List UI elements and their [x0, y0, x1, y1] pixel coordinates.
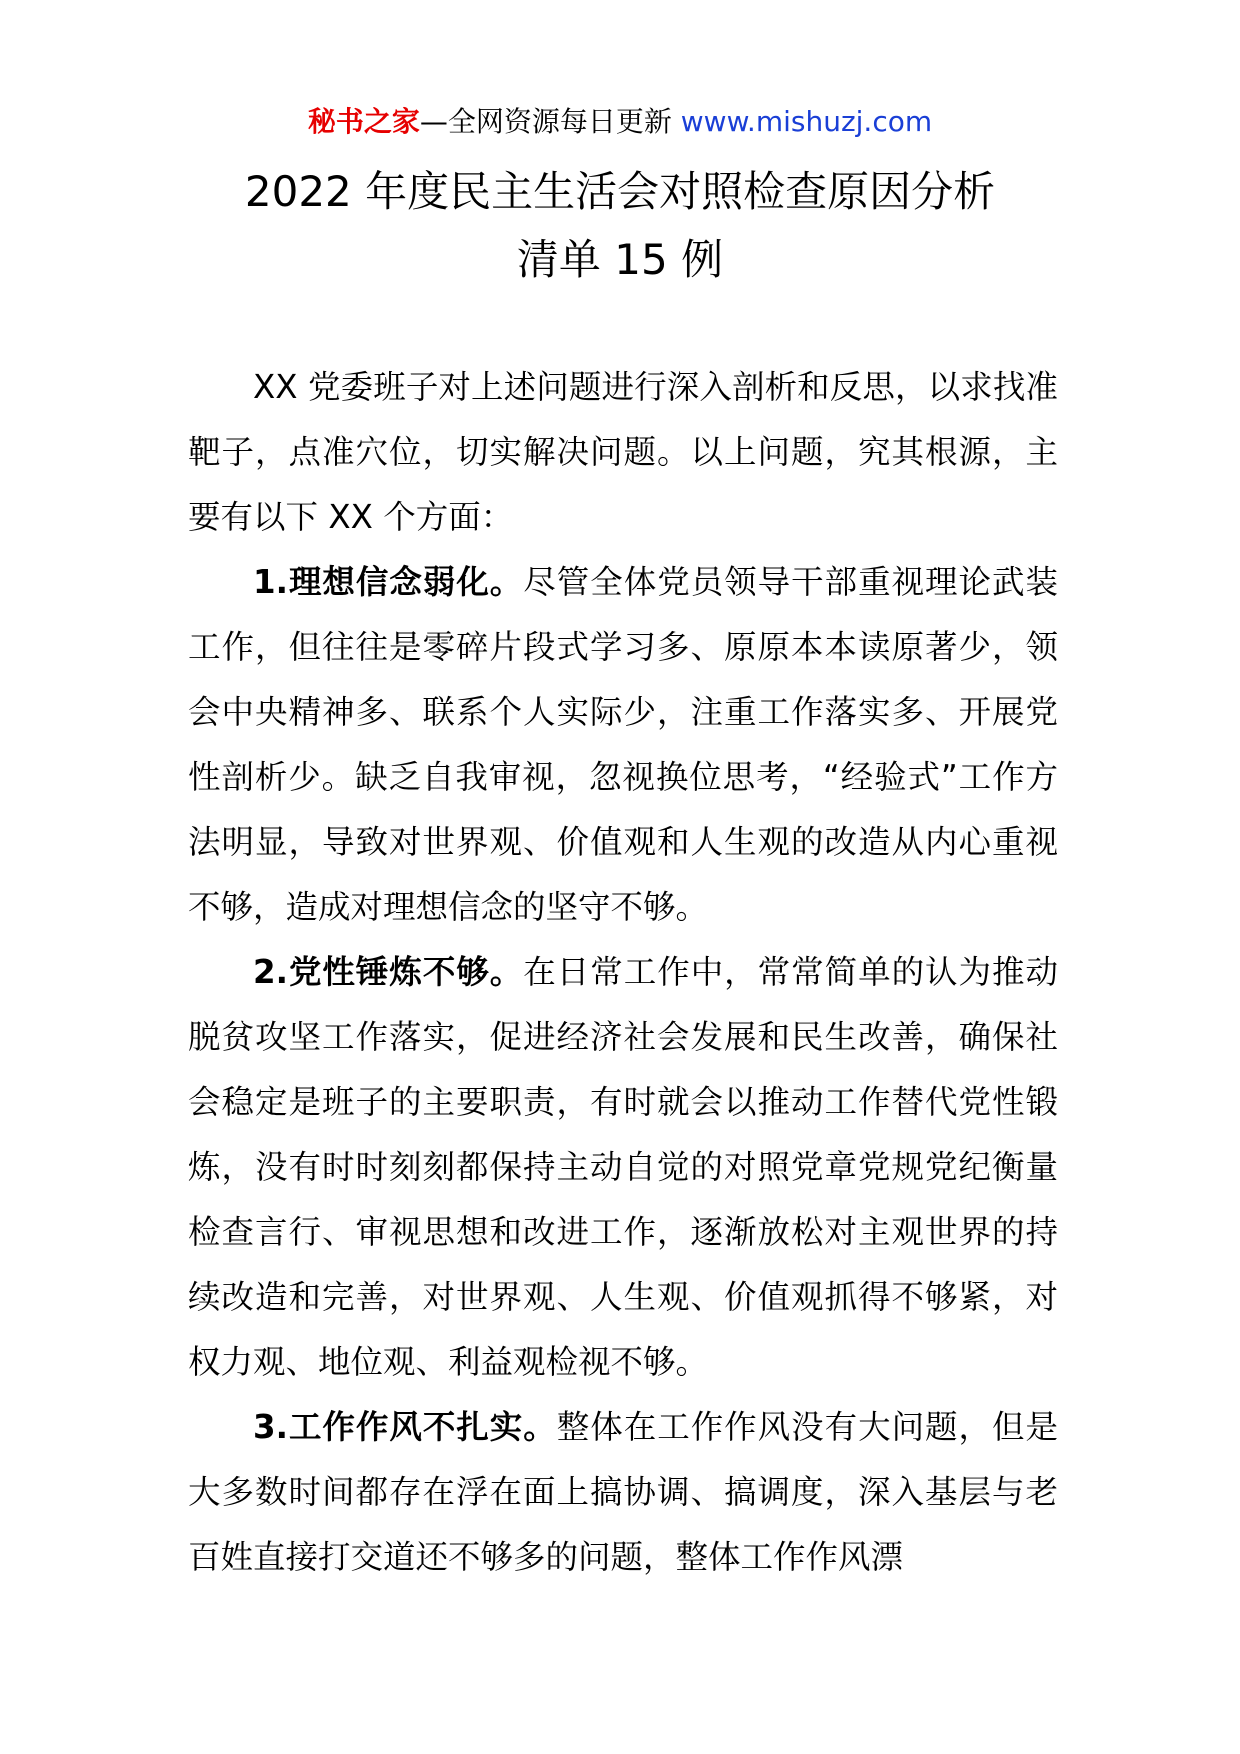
- paragraph-1-text: 尽管全体党员领导干部重视理论武装工作，但往往是零碎片段式学习多、原原本本读原著少，领会中央精神多、联系个人实际少，注重工作落实多、开展党性剖析少。缺乏自我审视，忽视换位思考，“经验式”工作方法明显，导致对世界观、价值观和人生观的改造从内心重视不够，造成对理想信念的坚守不够。: [188, 563, 1058, 926]
- paragraph-1: [188, 550, 1058, 940]
- site-banner: [0, 100, 1240, 144]
- page-title-line-1: 2022 年度民主生活会对照检查原因分析: [244, 167, 996, 216]
- paragraph-1-heading: 1.理想信念弱化。: [253, 563, 524, 601]
- paragraph-3-heading: 3.工作作风不扎实。: [253, 1408, 557, 1446]
- paragraph-2: [188, 940, 1058, 1395]
- brand-name: 秘书之家: [307, 105, 420, 138]
- site-url-link[interactable]: www.mishuzj.com: [680, 105, 933, 138]
- paragraph-2-heading: 2.党性锤炼不够。: [253, 953, 524, 991]
- intro-paragraph: XX 党委班子对上述问题进行深入剖析和反思，以求找准靶子，点准穴位，切实解决问题。以上问题，究其根源，主要有以下 XX 个方面：: [188, 368, 1058, 536]
- document-body: [188, 355, 1058, 1590]
- paragraph-3: [188, 1395, 1058, 1590]
- paragraph-3-text: 整体在工作作风没有大问题，但是大多数时间都存在浮在面上搞协调、搞调度，深入基层与老百姓直接打交道还不够多的问题，整体工作作风漂: [188, 1408, 1058, 1576]
- page-title-line-2: 清单 15 例: [516, 235, 724, 284]
- banner-tagline: —全网资源每日更新: [419, 105, 681, 138]
- paragraph-2-text: 在日常工作中，常常简单的认为推动脱贫攻坚工作落实，促进经济社会发展和民生改善，确保社会稳定是班子的主要职责，有时就会以推动工作替代党性锻炼，没有时时刻刻都保持主动自觉的对照党章党规党纪衡量检查言行、审视思想和改进工作，逐渐放松对主观世界的持续改造和完善，对世界观、人生观、价值观抓得不够紧，对权力观、地位观、利益观检视不够。: [188, 953, 1058, 1381]
